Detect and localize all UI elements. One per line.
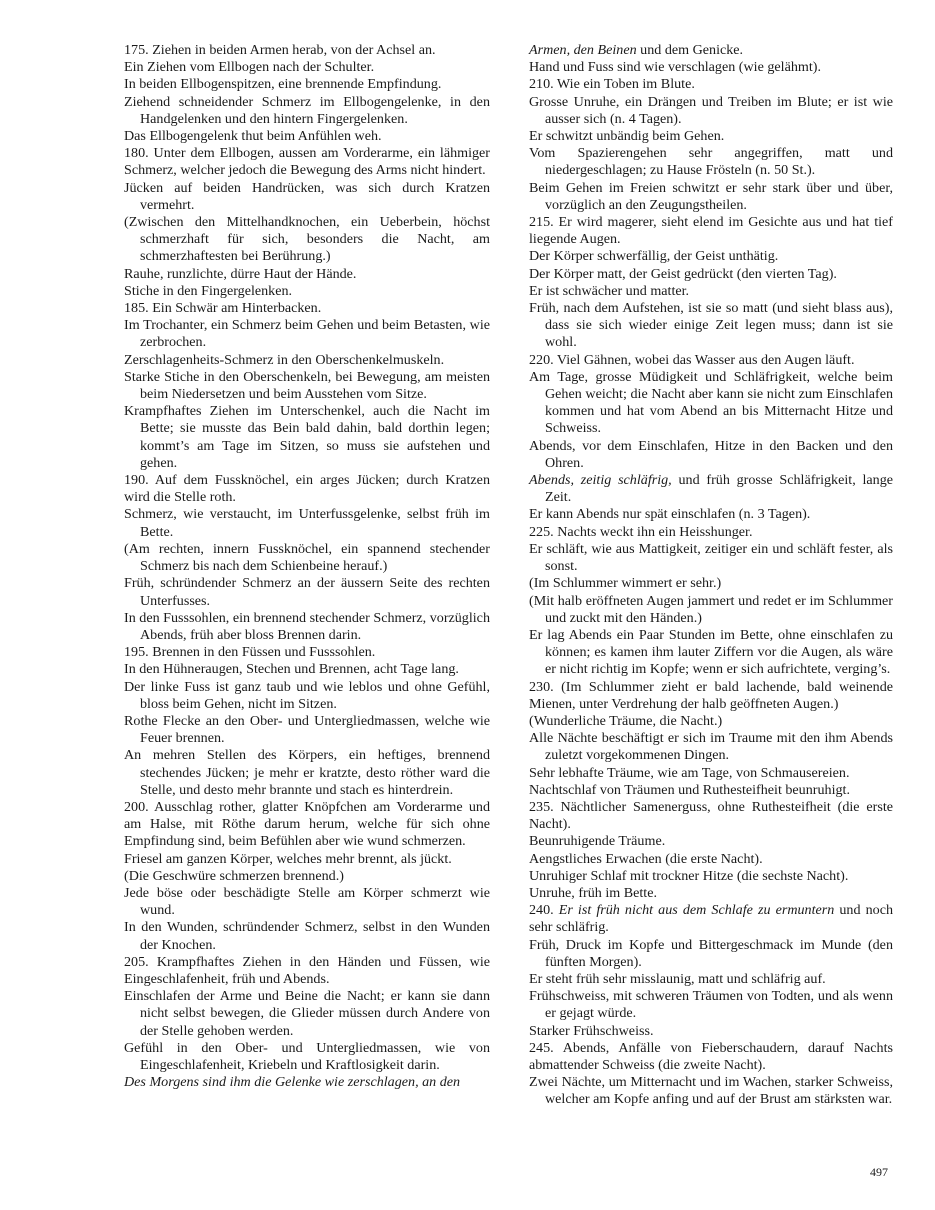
symptom-entry bbox=[513, 145, 893, 179]
entry-text: (Mit halb eröffneten Augen jammert und redet er im Schlummer und zuckt mit den Händen.) bbox=[529, 592, 893, 626]
symptom-entry bbox=[513, 730, 893, 764]
entry-text: Gefühl in den Ober- und Untergliedmassen, wie von Eingeschlafenheit, Kriebeln und Kraftlosigkeit darin. bbox=[124, 1039, 490, 1073]
symptom-entry bbox=[513, 300, 893, 352]
symptom-entry bbox=[513, 541, 893, 575]
symptom-entry bbox=[513, 283, 893, 300]
entry-text: 235. Nächtlicher Samenerguss, ohne Ruthesteifheit (die erste Nacht). bbox=[529, 798, 893, 833]
entry-text: 220. Viel Gähnen, wobei das Wasser aus den Augen läuft. bbox=[529, 351, 855, 368]
entry-text: Unruhiger Schlaf mit trockner Hitze (die sechste Nacht). bbox=[529, 867, 849, 884]
entry-text: Beim Gehen im Freien schwitzt er sehr stark über und über, vorzüglich an den Zeugungstheilen. bbox=[529, 179, 893, 213]
entry-text: Abends, zeitig schläfrig, bbox=[529, 472, 672, 489]
symptom-entry bbox=[108, 266, 490, 283]
page-number: 497 bbox=[870, 1165, 888, 1179]
entry-text: 215. Er wird magerer, sieht elend im Gesichte aus und hat tief liegende Augen. bbox=[529, 214, 893, 248]
entry-text: Grosse Unruhe, ein Drängen und Treiben im Blute; er ist wie ausser sich (n. 4 Tagen). bbox=[529, 93, 893, 127]
symptom-entry bbox=[108, 851, 490, 868]
symptom-entry bbox=[513, 1074, 893, 1108]
symptom-entry bbox=[108, 42, 490, 59]
entry-text: 180. Unter dem Ellbogen, aussen am Vorderarme, ein lähmiger Schmerz, welcher jedoch die Bewegung des Arms nicht hindert. bbox=[124, 145, 490, 179]
symptom-entry bbox=[513, 94, 893, 128]
symptom-entry bbox=[513, 42, 893, 59]
entry-text: Sehr lebhafte Träume, wie am Tage, von Schmausereien. bbox=[529, 764, 850, 781]
entry-text: 200. Ausschlag rother, glatter Knöpfchen am Vorderarme und am Halse, mit Röthe darum herum, welche für sich ohne Empfindung sind, beim Befühlen aber wie wund schmerzen. bbox=[124, 798, 490, 850]
symptom-entry bbox=[513, 988, 893, 1022]
symptom-entry bbox=[108, 885, 490, 919]
entry-text: Einschlafen der Arme und Beine die Nacht; er kann sie dann nicht selbst bewegen, die Glieder müssen durch Andere von der Stelle gehoben werden. bbox=[124, 988, 490, 1039]
entry-text: Ziehend schneidender Schmerz im Ellbogengelenke, in den Handgelenken und den hintern Fingergelenken. bbox=[124, 93, 490, 127]
entry-text: Rothe Flecke an den Ober- und Untergliedmassen, welche wie Feuer brennen. bbox=[124, 712, 490, 747]
symptom-entry bbox=[108, 369, 490, 403]
entry-text: In beiden Ellbogenspitzen, eine brennende Empfindung. bbox=[124, 76, 442, 93]
symptom-entry bbox=[513, 180, 893, 214]
symptom-entry bbox=[108, 352, 490, 369]
symptom-entry bbox=[108, 145, 490, 179]
entry-text: Er schwitzt unbändig beim Gehen. bbox=[529, 128, 725, 145]
symptom-entry bbox=[513, 214, 893, 248]
right-column bbox=[513, 42, 893, 1109]
entry-text: Stiche in den Fingergelenken. bbox=[124, 282, 293, 299]
symptom-entry bbox=[513, 524, 893, 541]
entry-text: Abends, vor dem Einschlafen, Hitze in den Backen und den Ohren. bbox=[529, 437, 893, 471]
symptom-entry bbox=[513, 128, 893, 145]
symptom-entry bbox=[108, 76, 490, 93]
symptom-entry bbox=[513, 438, 893, 472]
symptom-entry bbox=[513, 506, 893, 523]
entry-text: Aengstliches Erwachen (die erste Nacht). bbox=[529, 850, 763, 867]
entry-text: (Wunderliche Träume, die Nacht.) bbox=[529, 712, 723, 729]
entry-text: 175. Ziehen in beiden Armen herab, von der Achsel an. bbox=[124, 42, 436, 58]
entry-text: Er schläft, wie aus Mattigkeit, zeitiger ein und schläft fester, als sonst. bbox=[529, 540, 893, 575]
entry-text: Jede böse oder beschädigte Stelle am Körper schmerzt wie wund. bbox=[124, 884, 490, 919]
entry-text: Armen, den Beinen bbox=[529, 42, 637, 58]
entry-text: In den Fusssohlen, ein brennend stechender Schmerz, vorzüglich Abends, früh aber bloss Brennen darin. bbox=[124, 609, 490, 643]
symptom-entry bbox=[513, 1040, 893, 1074]
entry-text-rest: und dem Genicke. bbox=[636, 42, 744, 58]
symptom-entry bbox=[108, 868, 490, 885]
entry-text: Er lag Abends ein Paar Stunden im Bette, ohne einschlafen zu können; es kamen ihm lauter Ziffern vor die Augen, als wäre er nicht richtig im Kopfe; wenn er sich aufrichtete, verging’s. bbox=[529, 626, 893, 678]
symptom-entry bbox=[108, 283, 490, 300]
entry-text: 230. (Im Schlummer zieht er bald lachende, bald weinende Mienen, unter Verdrehung der halb geöffneten Augen.) bbox=[529, 678, 893, 712]
entry-text: Friesel am ganzen Körper, welches mehr brennt, als jückt. bbox=[124, 850, 452, 867]
entry-text: Rauhe, runzlichte, dürre Haut der Hände. bbox=[124, 265, 357, 282]
symptom-entry bbox=[513, 76, 893, 93]
symptom-entry bbox=[513, 765, 893, 782]
entry-text-italic: Er ist früh nicht aus dem Schlafe zu ermuntern bbox=[558, 902, 835, 919]
entry-text: Das Ellbogengelenk thut beim Anfühlen weh. bbox=[124, 128, 382, 145]
symptom-entry bbox=[513, 1023, 893, 1040]
symptom-entry bbox=[108, 747, 490, 799]
entry-text: Starke Stiche in den Oberschenkeln, bei Bewegung, am meisten beim Niedersetzen und beim Ausstehen vom Sitze. bbox=[124, 368, 490, 403]
symptom-entry bbox=[513, 971, 893, 988]
symptom-entry bbox=[108, 954, 490, 988]
symptom-entry bbox=[513, 713, 893, 730]
symptom-entry bbox=[108, 317, 490, 351]
entry-text: Jücken auf beiden Handrücken, was sich durch Kratzen vermehrt. bbox=[124, 179, 490, 213]
symptom-entry bbox=[108, 541, 490, 575]
symptom-entry bbox=[108, 988, 490, 1040]
symptom-entry bbox=[108, 59, 490, 76]
entry-text: Zwei Nächte, um Mitternacht und im Wachen, starker Schweiss, welcher am Kopfe anfing und auf der Brust am stärksten war. bbox=[529, 1074, 893, 1108]
symptom-entry bbox=[513, 369, 893, 438]
symptom-entry bbox=[513, 851, 893, 868]
entry-text: Am Tage, grosse Müdigkeit und Schläfrigkeit, welche beim Gehen weicht; die Nacht aber kann sie nicht zum Einschlafen kommen und hat vom Abend an bis Mitternacht Hitze und Schweiss. bbox=[529, 368, 893, 437]
symptom-entry bbox=[513, 902, 893, 936]
entry-text: 185. Ein Schwär am Hinterbacken. bbox=[124, 300, 322, 317]
symptom-entry bbox=[513, 59, 893, 76]
entry-text: 195. Brennen in den Füssen und Fusssohlen. bbox=[124, 644, 376, 661]
symptom-entry bbox=[513, 799, 893, 833]
entry-text: (Im Schlummer wimmert er sehr.) bbox=[529, 575, 722, 592]
entry-text: In den Hühneraugen, Stechen und Brennen, acht Tage lang. bbox=[124, 661, 459, 678]
symptom-entry bbox=[513, 679, 893, 713]
symptom-entry bbox=[108, 661, 490, 678]
entry-text: Ein Ziehen vom Ellbogen nach der Schulter. bbox=[124, 59, 375, 76]
entry-text: (Zwischen den Mittelhandknochen, ein Ueberbein, höchst schmerzhaft für sich, besonders die Nacht, am schmerzhaftesten bei Berührung.) bbox=[124, 214, 490, 265]
entry-text: Unruhe, früh im Bette. bbox=[529, 884, 657, 901]
symptom-entry bbox=[108, 679, 490, 713]
entry-text: Frühschweiss, mit schweren Träumen von Todten, und als wenn er gejagt würde. bbox=[529, 988, 893, 1022]
symptom-entry bbox=[108, 799, 490, 851]
symptom-entry bbox=[108, 1040, 490, 1074]
symptom-entry bbox=[513, 575, 893, 592]
entry-text: Starker Frühschweiss. bbox=[529, 1022, 654, 1039]
symptom-entry bbox=[108, 472, 490, 506]
symptom-entry bbox=[513, 248, 893, 265]
symptom-entry bbox=[513, 472, 893, 506]
symptom-entry bbox=[108, 214, 490, 266]
entry-text: Der linke Fuss ist ganz taub und wie leblos und ohne Gefühl, bloss beim Gehen, nicht im Sitzen. bbox=[124, 678, 490, 712]
entry-text: Früh, nach dem Aufstehen, ist sie so matt (und sieht blass aus), dass sie sich wieder einige Zeit legen muss; dann ist sie wohl. bbox=[529, 300, 893, 351]
entry-text: Der Körper matt, der Geist gedrückt (den vierten Tag). bbox=[529, 265, 837, 282]
entry-text: An mehren Stellen des Körpers, ein heftiges, brennend stechendes Jücken; je mehr er kratzte, desto röther ward die Stelle, und desto mehr brannte und stach es hinterdrein. bbox=[124, 747, 490, 798]
entry-text: 245. Abends, Anfälle von Fieberschaudern, darauf Nachts abmattender Schweiss (die zweite Nacht). bbox=[529, 1039, 893, 1073]
entry-text: Der Körper schwerfällig, der Geist unthätig. bbox=[529, 248, 779, 265]
symptom-entry bbox=[108, 1074, 490, 1091]
entry-text: Krampfhaftes Ziehen im Unterschenkel, auch die Nacht im Bette; sie musste das Bein bald dahin, bald dorthin legen; kommt’s am Tage im Sitzen, so muss sie aufstehen und gehen. bbox=[124, 403, 490, 471]
entry-text: In den Wunden, schründender Schmerz, selbst in den Wunden der Knochen. bbox=[124, 919, 490, 953]
symptom-entry bbox=[513, 833, 893, 850]
entry-text: Früh, Druck im Kopfe und Bittergeschmack im Munde (den fünften Morgen). bbox=[529, 936, 893, 970]
symptom-entry bbox=[108, 610, 490, 644]
symptom-entry bbox=[108, 575, 490, 609]
entry-text-rest: und früh grosse Schläfrigkeit, lange Zeit. bbox=[545, 472, 894, 506]
entry-text: Schmerz, wie verstaucht, im Unterfussgelenke, selbst früh im Bette. bbox=[124, 506, 490, 540]
entry-text: 190. Auf dem Fussknöchel, ein arges Jücken; durch Kratzen wird die Stelle roth. bbox=[124, 472, 490, 506]
symptom-entry bbox=[513, 266, 893, 283]
symptom-entry bbox=[513, 937, 893, 971]
symptom-entry bbox=[108, 506, 490, 540]
entry-text: Er ist schwächer und matter. bbox=[529, 282, 690, 299]
symptom-entry bbox=[513, 627, 893, 679]
symptom-entry bbox=[108, 128, 490, 145]
symptom-entry bbox=[108, 644, 490, 661]
symptom-entry bbox=[513, 782, 893, 799]
entry-text: Er kann Abends nur spät einschlafen (n. 3 Tagen). bbox=[529, 506, 811, 523]
entry-text: 205. Krampfhaftes Ziehen in den Händen und Füssen, wie Eingeschlafenheit, früh und Abends. bbox=[124, 953, 490, 987]
entry-text: Alle Nächte beschäftigt er sich im Traume mit den ihm Abends zuletzt vorgekommenen Dingen. bbox=[529, 730, 893, 764]
entry-text-rest: und noch sehr schläfrig. bbox=[529, 902, 893, 936]
symptom-entry bbox=[108, 94, 490, 128]
symptom-entry bbox=[513, 885, 893, 902]
entry-text: Er steht früh sehr misslaunig, matt und schläfrig auf. bbox=[529, 970, 826, 987]
entry-text: Früh, schründender Schmerz an der äussern Seite des rechten Unterfusses. bbox=[124, 575, 490, 609]
entry-text: 240. bbox=[529, 902, 559, 919]
entry-text: Im Trochanter, ein Schmerz beim Gehen und beim Betasten, wie zerbrochen. bbox=[124, 317, 490, 351]
entry-text: Nachtschlaf von Träumen und Ruthesteifheit beunruhigt. bbox=[529, 781, 850, 798]
entry-text: 210. Wie ein Toben im Blute. bbox=[529, 76, 695, 93]
entry-text: Zerschlagenheits-Schmerz in den Oberschenkelmuskeln. bbox=[124, 351, 445, 368]
entry-text: (Am rechten, innern Fussknöchel, ein spannend stechender Schmerz bis nach dem Schienbeine herauf.) bbox=[124, 540, 490, 575]
symptom-entry bbox=[513, 868, 893, 885]
symptom-entry bbox=[108, 180, 490, 214]
symptom-entry bbox=[513, 352, 893, 369]
symptom-entry bbox=[108, 300, 490, 317]
symptom-entry bbox=[108, 403, 490, 472]
entry-text: Vom Spazierengehen sehr angegriffen, matt und niedergeschlagen; zu Hause Frösteln (n. 50 St.). bbox=[529, 145, 893, 179]
left-column bbox=[108, 42, 490, 1091]
entry-text: Beunruhigende Träume. bbox=[529, 833, 666, 850]
symptom-entry bbox=[108, 713, 490, 747]
symptom-entry bbox=[513, 593, 893, 627]
entry-text: (Die Geschwüre schmerzen brennend.) bbox=[124, 867, 344, 884]
symptom-entry bbox=[108, 919, 490, 953]
entry-text: 225. Nachts weckt ihn ein Heisshunger. bbox=[529, 523, 753, 540]
entry-text: Hand und Fuss sind wie verschlagen (wie gelähmt). bbox=[529, 59, 821, 76]
entry-text: Des Morgens sind ihm die Gelenke wie zerschlagen, an den bbox=[124, 1074, 461, 1091]
